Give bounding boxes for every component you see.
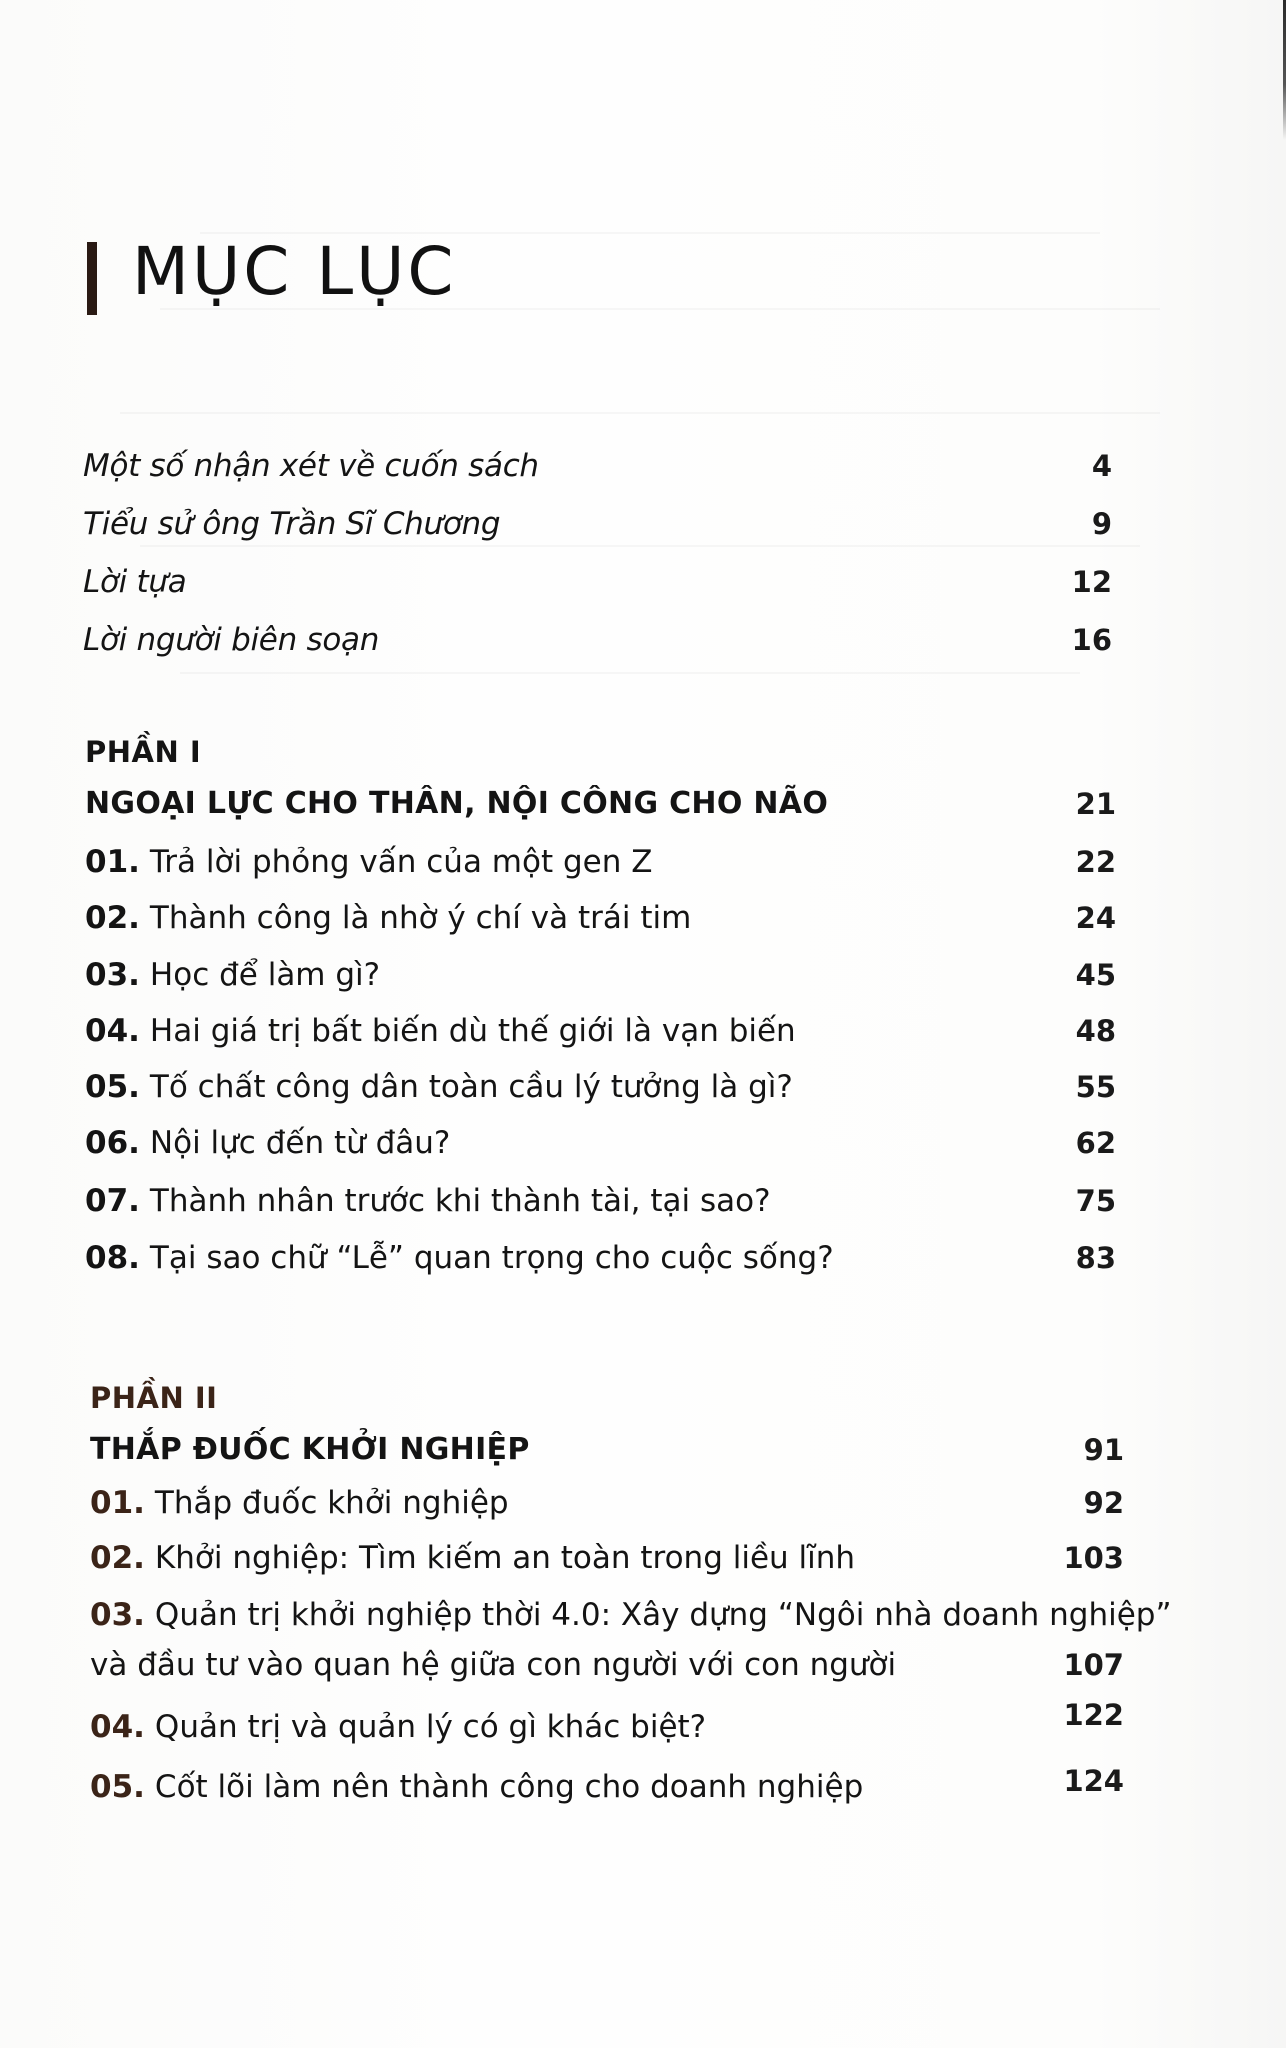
toc-entry[interactable] xyxy=(0,1698,1286,1747)
toc-page-number: 103 xyxy=(1063,1541,1124,1575)
toc-page-number: 92 xyxy=(1083,1486,1124,1520)
toc-page-number: 62 xyxy=(1075,1126,1116,1160)
toc-page-number: 91 xyxy=(1083,1433,1124,1467)
entry-number: 04. xyxy=(85,1013,140,1049)
entry-number: 01. xyxy=(90,1485,145,1521)
entry-number: 01. xyxy=(85,844,140,880)
part-label: PHẦN I xyxy=(85,735,202,769)
toc-entry[interactable] xyxy=(0,892,1286,938)
toc-page-number: 21 xyxy=(1075,787,1116,821)
toc-entry[interactable] xyxy=(0,949,1286,995)
toc-entry-title: Thành nhân trước khi thành tài, tại sao? xyxy=(149,1183,771,1219)
entry-number: 03. xyxy=(90,1597,145,1633)
toc-page-number: 12 xyxy=(1071,565,1112,599)
page-title: MỤC LỤC xyxy=(132,233,457,310)
toc-entry-title: Tố chất công dân toàn cầu lý tưởng là gì? xyxy=(149,1069,793,1105)
toc-entry-title: Khởi nghiệp: Tìm kiếm an toàn trong liều lĩnh xyxy=(154,1540,856,1576)
toc-page-number: 24 xyxy=(1075,901,1116,935)
entry-number: 06. xyxy=(85,1125,140,1161)
toc-page-number: 4 xyxy=(1091,449,1112,483)
bleed-through-decor xyxy=(120,412,1160,414)
entry-number: 07. xyxy=(85,1183,140,1219)
toc-entry[interactable] xyxy=(0,1005,1286,1051)
toc-entry[interactable] xyxy=(0,836,1286,882)
toc-entry-title: Hai giá trị bất biến dù thế giới là vạn biến xyxy=(149,1013,796,1049)
toc-entry-title: Lời tựa xyxy=(83,564,187,600)
toc-entry-title: Thắp đuốc khởi nghiệp xyxy=(154,1485,509,1521)
toc-page-number: 107 xyxy=(1063,1648,1124,1682)
toc-page-number: 122 xyxy=(1063,1698,1124,1732)
entry-number: 05. xyxy=(85,1069,140,1105)
toc-entry[interactable] xyxy=(0,1589,1286,1635)
toc-entry-title: Lời người biên soạn xyxy=(83,622,380,658)
part-label: PHẦN II xyxy=(90,1381,218,1415)
toc-page-number: 83 xyxy=(1075,1241,1116,1275)
toc-entry[interactable] xyxy=(0,1061,1286,1107)
toc-entry-title: Học để làm gì? xyxy=(149,957,381,993)
entry-number: 05. xyxy=(90,1769,145,1805)
toc-front-entry[interactable] xyxy=(0,440,1286,486)
toc-page-number: 16 xyxy=(1071,623,1112,657)
toc-front-entry[interactable] xyxy=(0,498,1286,544)
toc-entry[interactable] xyxy=(0,1761,1286,1807)
toc-entry-title: Cốt lõi làm nên thành công cho doanh nghiệp xyxy=(154,1769,864,1805)
toc-page-number: 9 xyxy=(1091,507,1112,541)
toc-entry[interactable] xyxy=(0,1232,1286,1278)
toc-entry-title: Thành công là nhờ ý chí và trái tim xyxy=(149,900,692,936)
toc-page-number: 22 xyxy=(1075,845,1116,879)
toc-page-number: 55 xyxy=(1075,1070,1116,1104)
entry-number: 03. xyxy=(85,957,140,993)
part-title-entry[interactable] xyxy=(0,1424,1286,1470)
toc-entry-title: Tiểu sử ông Trần Sĩ Chương xyxy=(83,506,501,542)
part-title: THẮP ĐUỐC KHỞI NGHIỆP xyxy=(90,1432,530,1467)
toc-entry[interactable] xyxy=(0,1532,1286,1578)
toc-entry-title: Nội lực đến từ đâu? xyxy=(149,1125,451,1161)
part-title: NGOẠI LỰC CHO THÂN, NỘI CÔNG CHO NÃO xyxy=(85,786,829,821)
toc-entry-title: Tại sao chữ “Lễ” quan trọng cho cuộc sống? xyxy=(149,1240,834,1276)
toc-entry-title: Quản trị và quản lý có gì khác biệt? xyxy=(154,1709,707,1745)
toc-front-entry[interactable] xyxy=(0,556,1286,602)
toc-entry[interactable] xyxy=(0,1175,1286,1221)
toc-entry-title: Trả lời phỏng vấn của một gen Z xyxy=(149,844,653,880)
toc-page-number: 75 xyxy=(1075,1184,1116,1218)
entry-number: 02. xyxy=(90,1540,145,1576)
entry-number: 08. xyxy=(85,1240,140,1276)
toc-entry-title-line2: và đầu tư vào quan hệ giữa con người với con người xyxy=(90,1647,897,1683)
toc-entry-title: Quản trị khởi nghiệp thời 4.0: Xây dựng “Ngôi nhà doanh nghiệp” xyxy=(154,1597,1172,1633)
toc-entry[interactable] xyxy=(0,1477,1286,1523)
toc-entry-continuation[interactable] xyxy=(0,1639,1286,1685)
bleed-through-decor xyxy=(140,545,1140,547)
entry-number: 02. xyxy=(85,900,140,936)
toc-front-entry[interactable] xyxy=(0,614,1286,660)
part-title-entry[interactable] xyxy=(0,778,1286,824)
toc-entry-title: Một số nhận xét về cuốn sách xyxy=(83,448,539,484)
toc-entry[interactable] xyxy=(0,1117,1286,1163)
entry-number: 04. xyxy=(90,1709,145,1745)
title-accent-bar xyxy=(87,242,97,315)
toc-page-number: 45 xyxy=(1075,958,1116,992)
bleed-through-decor xyxy=(180,672,1080,674)
toc-page-number: 124 xyxy=(1063,1764,1124,1798)
toc-page-number: 48 xyxy=(1075,1014,1116,1048)
